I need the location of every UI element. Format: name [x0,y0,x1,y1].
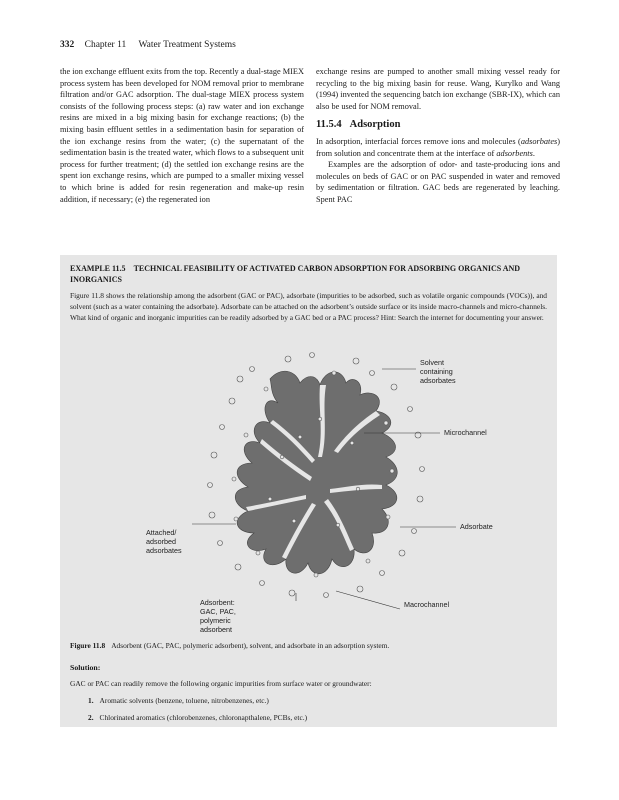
right-column [316,66,560,206]
p2-mid: ) from solution and concentrate them at the interface of [316,136,560,158]
example-box [60,255,557,727]
list-item [88,696,548,707]
list-item-text: Chlorinated aromatics (chlorobenzenes, chloronapthalene, PCBs, etc.) [99,712,308,722]
caption-label: Figure 11.8 [70,641,106,650]
label-adsorbent-2: GAC, PAC, [200,607,236,616]
right-paragraph-2 [316,136,560,159]
label-solvent-2: containing [420,367,453,376]
label-attached-3: adsorbates [146,546,182,555]
page-header [60,40,560,50]
adsorption-figure [120,339,520,619]
figure-caption [70,641,547,652]
example-text: Figure 11.8 shows the relationship among the adsorbent (GAC or PAC), adsorbate (impurities to be adsorbed, such as volatile organic compounds (VOCs)), and solvent (such as a water containing the adsorbate). Adsorbate can be attached on the adsorbent’s outside surface or its inside macro-channels and micro-channels. What kind of organic and inorganic impurities can be readily adsorbed by a GAC bed or a PAC process? Hint: Search the internet for documenting your answer. [70,291,547,322]
left-column [60,66,304,205]
label-attached-1: Attached/ [146,528,177,537]
label-adsorbent-1: Adsorbent: [200,598,235,607]
caption-text: Adsorbent (GAC, PAC, polymeric adsorbent), solvent, and adsorbate in an adsorption system. [111,641,390,650]
example-heading: TECHNICAL FEASIBILITY OF ACTIVATED CARBON ADSORPTION FOR ADSORBING ORGANICS AND INORGANICS [70,264,521,284]
adsorbent-particle [235,371,397,574]
list-item [88,713,548,724]
label-solvent-3: adsorbates [420,376,456,385]
label-adsorbent-3: polymeric [200,616,231,625]
label-adsorbate: Adsorbate [460,522,493,531]
right-paragraph-3: Examples are the adsorption of odor- and taste-producing ions and molecules on beds of GAC or on PAC suspended in water and removed by sedimentation or filtration. GAC beds are regenerated by leaching. Spent PAC [316,160,560,204]
p2-italic-adsorbents: adsorbents [496,148,533,158]
p2-italic-adsorbates: adsorbates [520,136,558,146]
right-paragraph-1: exchange resins are pumped to another small mixing vessel ready for recycling to the big mixing basin for reuse. Wang, Kurylko and Wang (1994) invented the sequencing batch ion exchange (SBR-IX), which can also be used for NOM removal. [316,67,560,111]
label-adsorbent-4: adsorbent [200,625,232,634]
adsorbent-label-continued [200,616,232,634]
section-heading [316,119,560,131]
label-macrochannel: Macrochannel [404,600,450,609]
page-number: 332 [60,40,75,50]
list-item-number: 1. [88,696,94,705]
section-title: Adsorption [349,119,401,131]
solution-heading: Solution: [70,663,101,672]
list-item-text: Aromatic solvents (benzene, toluene, nitrobenzenes, etc.) [99,696,269,705]
label-solvent-1: Solvent [420,358,444,367]
example-title [70,263,547,285]
label-attached-2: adsorbed [146,537,176,546]
p2-start: In adsorption, interfacial forces remove ions and molecules ( [316,136,521,146]
chapter-label: Chapter 11 [84,40,127,50]
solution-text: GAC or PAC can readily remove the following organic impurities from surface water or groundwater: [70,679,372,688]
example-label: EXAMPLE 11.5 [70,264,126,273]
label-microchannel: Microchannel [444,428,487,437]
list-item-number: 2. [88,712,94,722]
chapter-title: Water Treatment Systems [138,40,236,50]
p2-end: . [532,148,535,158]
section-number: 11.5.4 [316,119,342,131]
left-paragraph: the ion exchange effluent exits from the top. Recently a dual-stage MIEX process system has been developed for NOM removal prior to membrane filtration and/or GAC adsorption. The dual-stage MIEX process system consists of the following process steps: (a) raw water and ion exchange resins are mixed in a big mixing basin for exchange reactions; (b) the mixing basin effluent settles in a sedimentation basin for separation of the ion exchange resins from the water; (c) the supernatant of the sedimentation basin is the treated water, which flows to a subsequent unit process for further treatment; (d) the settled ion exchange resins are the spent ion exchange resins, which are pumped to a smaller mixing vessel to which brine is added for resin regeneration and make-up resin addition, if necessary; (e) the regenerated ion [60,67,304,204]
solution-list [88,696,548,730]
